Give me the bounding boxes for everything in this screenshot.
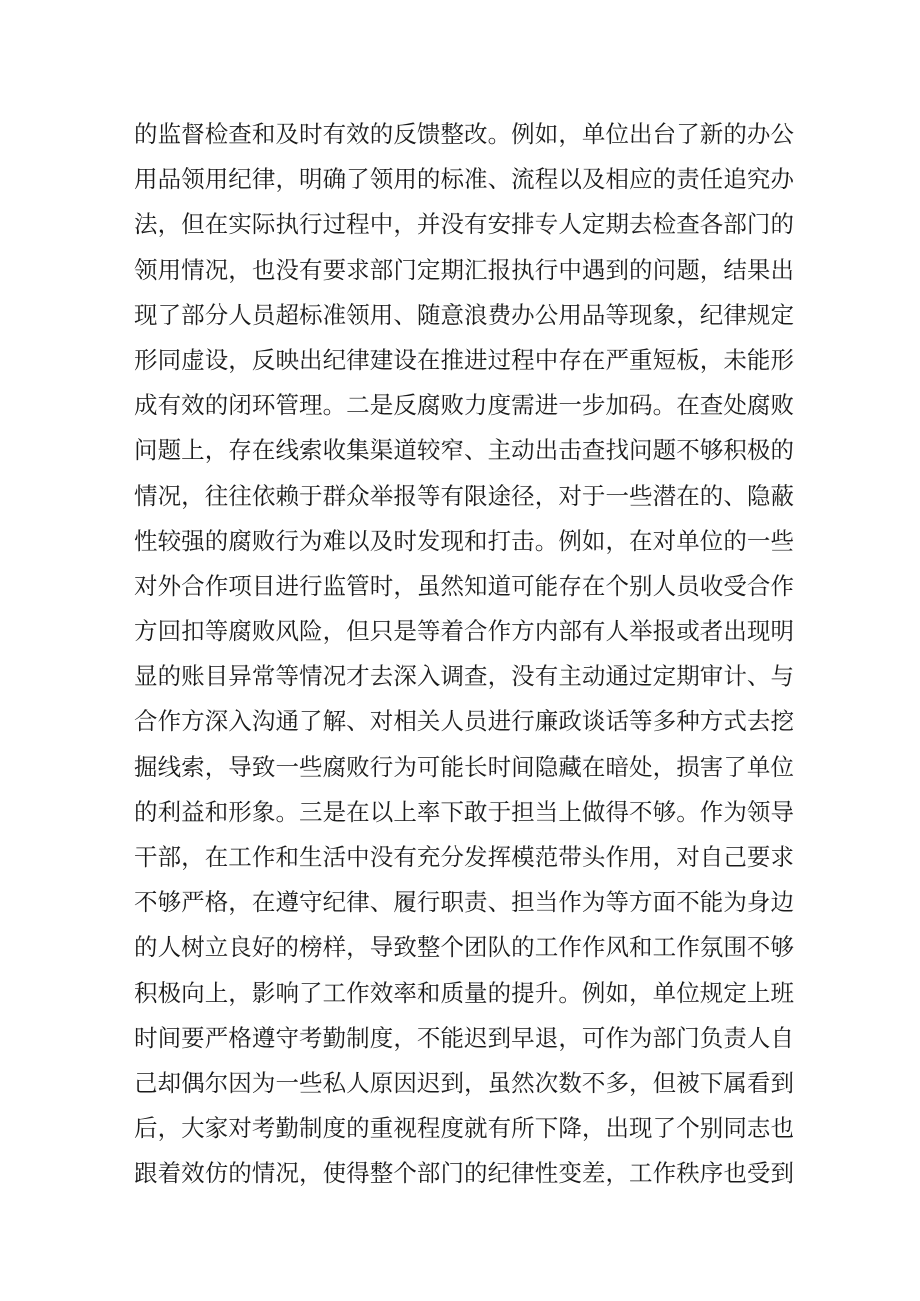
text-line-6: 形同虚设，反映出纪律建设在推进过程中存在严重短板，未能形 [134,345,794,374]
text-line-19: 的人树立良好的榜样，导致整个团队的工作作风和工作氛围不够 [134,933,794,962]
text-line-9: 情况，往往依赖于群众举报等有限途径，对于一些潜在的、隐蔽 [134,481,794,510]
text-line-18: 不够严格，在遵守纪律、履行职责、担当作为等方面不能为身边 [134,888,794,917]
text-line-10: 性较强的腐败行为难以及时发现和打击。例如，在对单位的一些 [134,526,794,555]
text-line-17: 干部，在工作和生活中没有充分发挥模范带头作用，对自己要求 [134,843,794,871]
text-line-15: 掘线索，导致一些腐败行为可能长时间隐藏在暗处，损害了单位 [134,752,794,781]
text-line-5: 现了部分人员超标准领用、随意浪费办公用品等现象，纪律规定 [134,300,794,329]
text-line-16: 的利益和形象。三是在以上率下敢于担当上做得不够。作为领导 [134,797,794,826]
text-line-12: 方回扣等腐败风险，但只是等着合作方内部有人举报或者出现明 [134,617,794,646]
text-line-4: 领用情况，也没有要求部门定期汇报执行中遇到的问题，结果出 [134,255,794,284]
text-line-23: 后，大家对考勤制度的重视程度就有所下降，出现了个别同志也 [134,1114,794,1143]
text-line-22: 己却偶尔因为一些私人原因迟到，虽然次数不多，但被下属看到 [134,1068,794,1097]
text-line-14: 合作方深入沟通了解、对相关人员进行廉政谈话等多种方式去挖 [134,707,794,736]
text-line-2: 用品领用纪律，明确了领用的标准、流程以及相应的责任追究办 [134,165,794,194]
text-line-1: 的监督检查和及时有效的反馈整改。例如，单位出台了新的办公 [134,120,794,148]
text-line-8: 问题上，存在线索收集渠道较窄、主动出击查找问题不够积极的 [134,436,794,465]
text-line-13: 显的账目异常等情况才去深入调查，没有主动通过定期审计、与 [134,662,794,691]
body-text [134,112,794,1197]
text-line-3: 法，但在实际执行过程中，并没有安排专人定期去检查各部门的 [134,210,794,239]
text-line-21: 时间要严格遵守考勤制度，不能迟到早退，可作为部门负责人自 [134,1023,794,1052]
text-line-20: 积极向上，影响了工作效率和质量的提升。例如，单位规定上班 [134,978,794,1007]
text-line-24: 跟着效仿的情况，使得整个部门的纪律性变差，工作秩序也受到 [134,1159,794,1188]
text-line-11: 对外合作项目进行监管时，虽然知道可能存在个别人员收受合作 [134,571,794,600]
text-line-7: 成有效的闭环管理。二是反腐败力度需进一步加码。在查处腐败 [134,391,794,420]
